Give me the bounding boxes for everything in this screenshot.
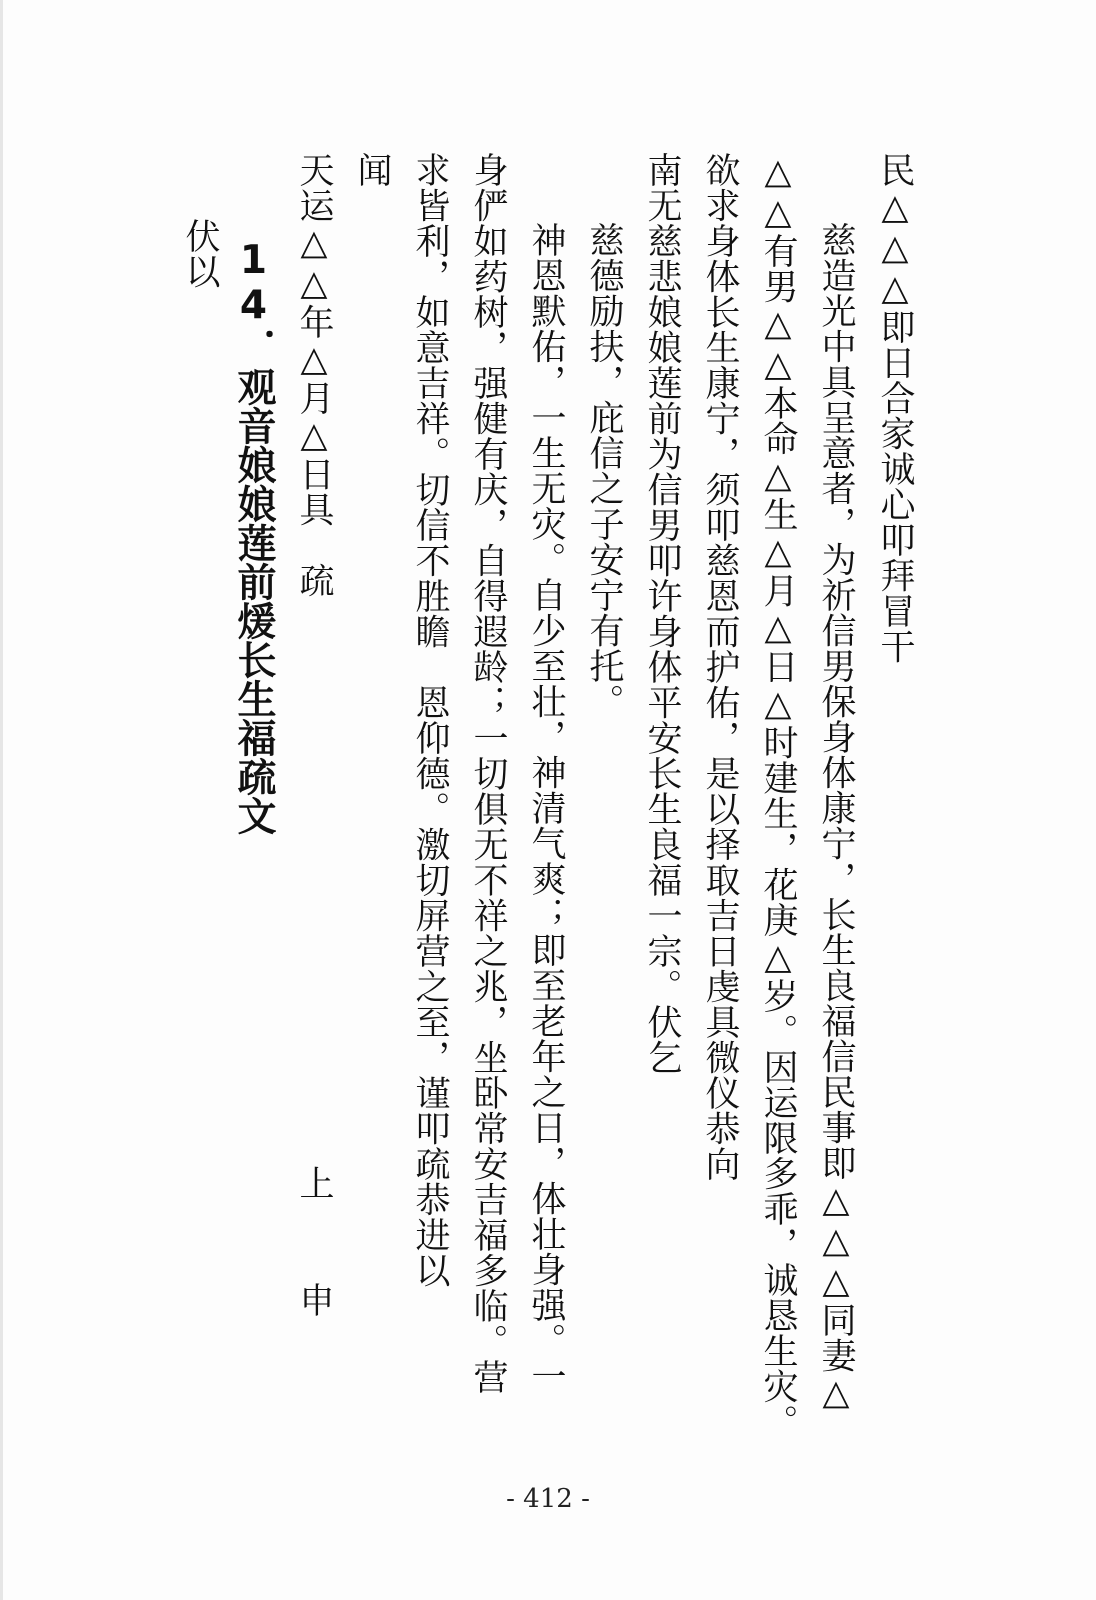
mark-shen: 申 (294, 1282, 334, 1318)
mark-shang: 上 (294, 1165, 334, 1201)
text-column-1: 民△△△即日合家诚心叩拜冒干 (875, 152, 915, 664)
text-column-10: 闻 (352, 152, 392, 188)
text-column-4: 欲求身体长生康宁，须叩慈恩而护佑，是以择取吉日虔具微仪恭向 (700, 152, 740, 1182)
text-column-5: 南无慈悲娘娘莲前为信男叩许身体平安长生良福一宗。伏乞 (642, 152, 682, 1075)
text-column-9: 求皆利，如意吉祥。切信不胜瞻 恩仰德。激切屏营之至，谨叩疏恭进以 (410, 152, 450, 1288)
text-column-3: △△有男△△本命△生△月△日△时建生，花庚△岁。因运限多乖，诚恳生灾。 (758, 152, 798, 1440)
next-section-first-column: 伏以 (180, 218, 220, 289)
text-column-7: 神恩默佑，一生无灾。自少至壮，神清气爽；即至老年之日，体壮身强。一 (526, 222, 566, 1394)
text-column-8: 身俨如药树，强健有庆，自得遐龄；一切俱无不祥之兆，坐卧常安吉福多临。营 (468, 152, 508, 1395)
scan-edge (0, 0, 3, 1600)
text-column-2: 慈造光中具呈意者，为祈信男保身体康宁，长生良福信民事即△△△同妻△ (816, 222, 856, 1414)
text-column-6: 慈德励扶，庇信之子安宁有托。 (584, 222, 624, 719)
page-number: - 412 - (506, 1484, 590, 1514)
section-heading: 14．观音娘娘莲前煖长生福疏文 (231, 238, 276, 835)
date-column: 天运△△年△月△日具 疏 (294, 152, 334, 598)
